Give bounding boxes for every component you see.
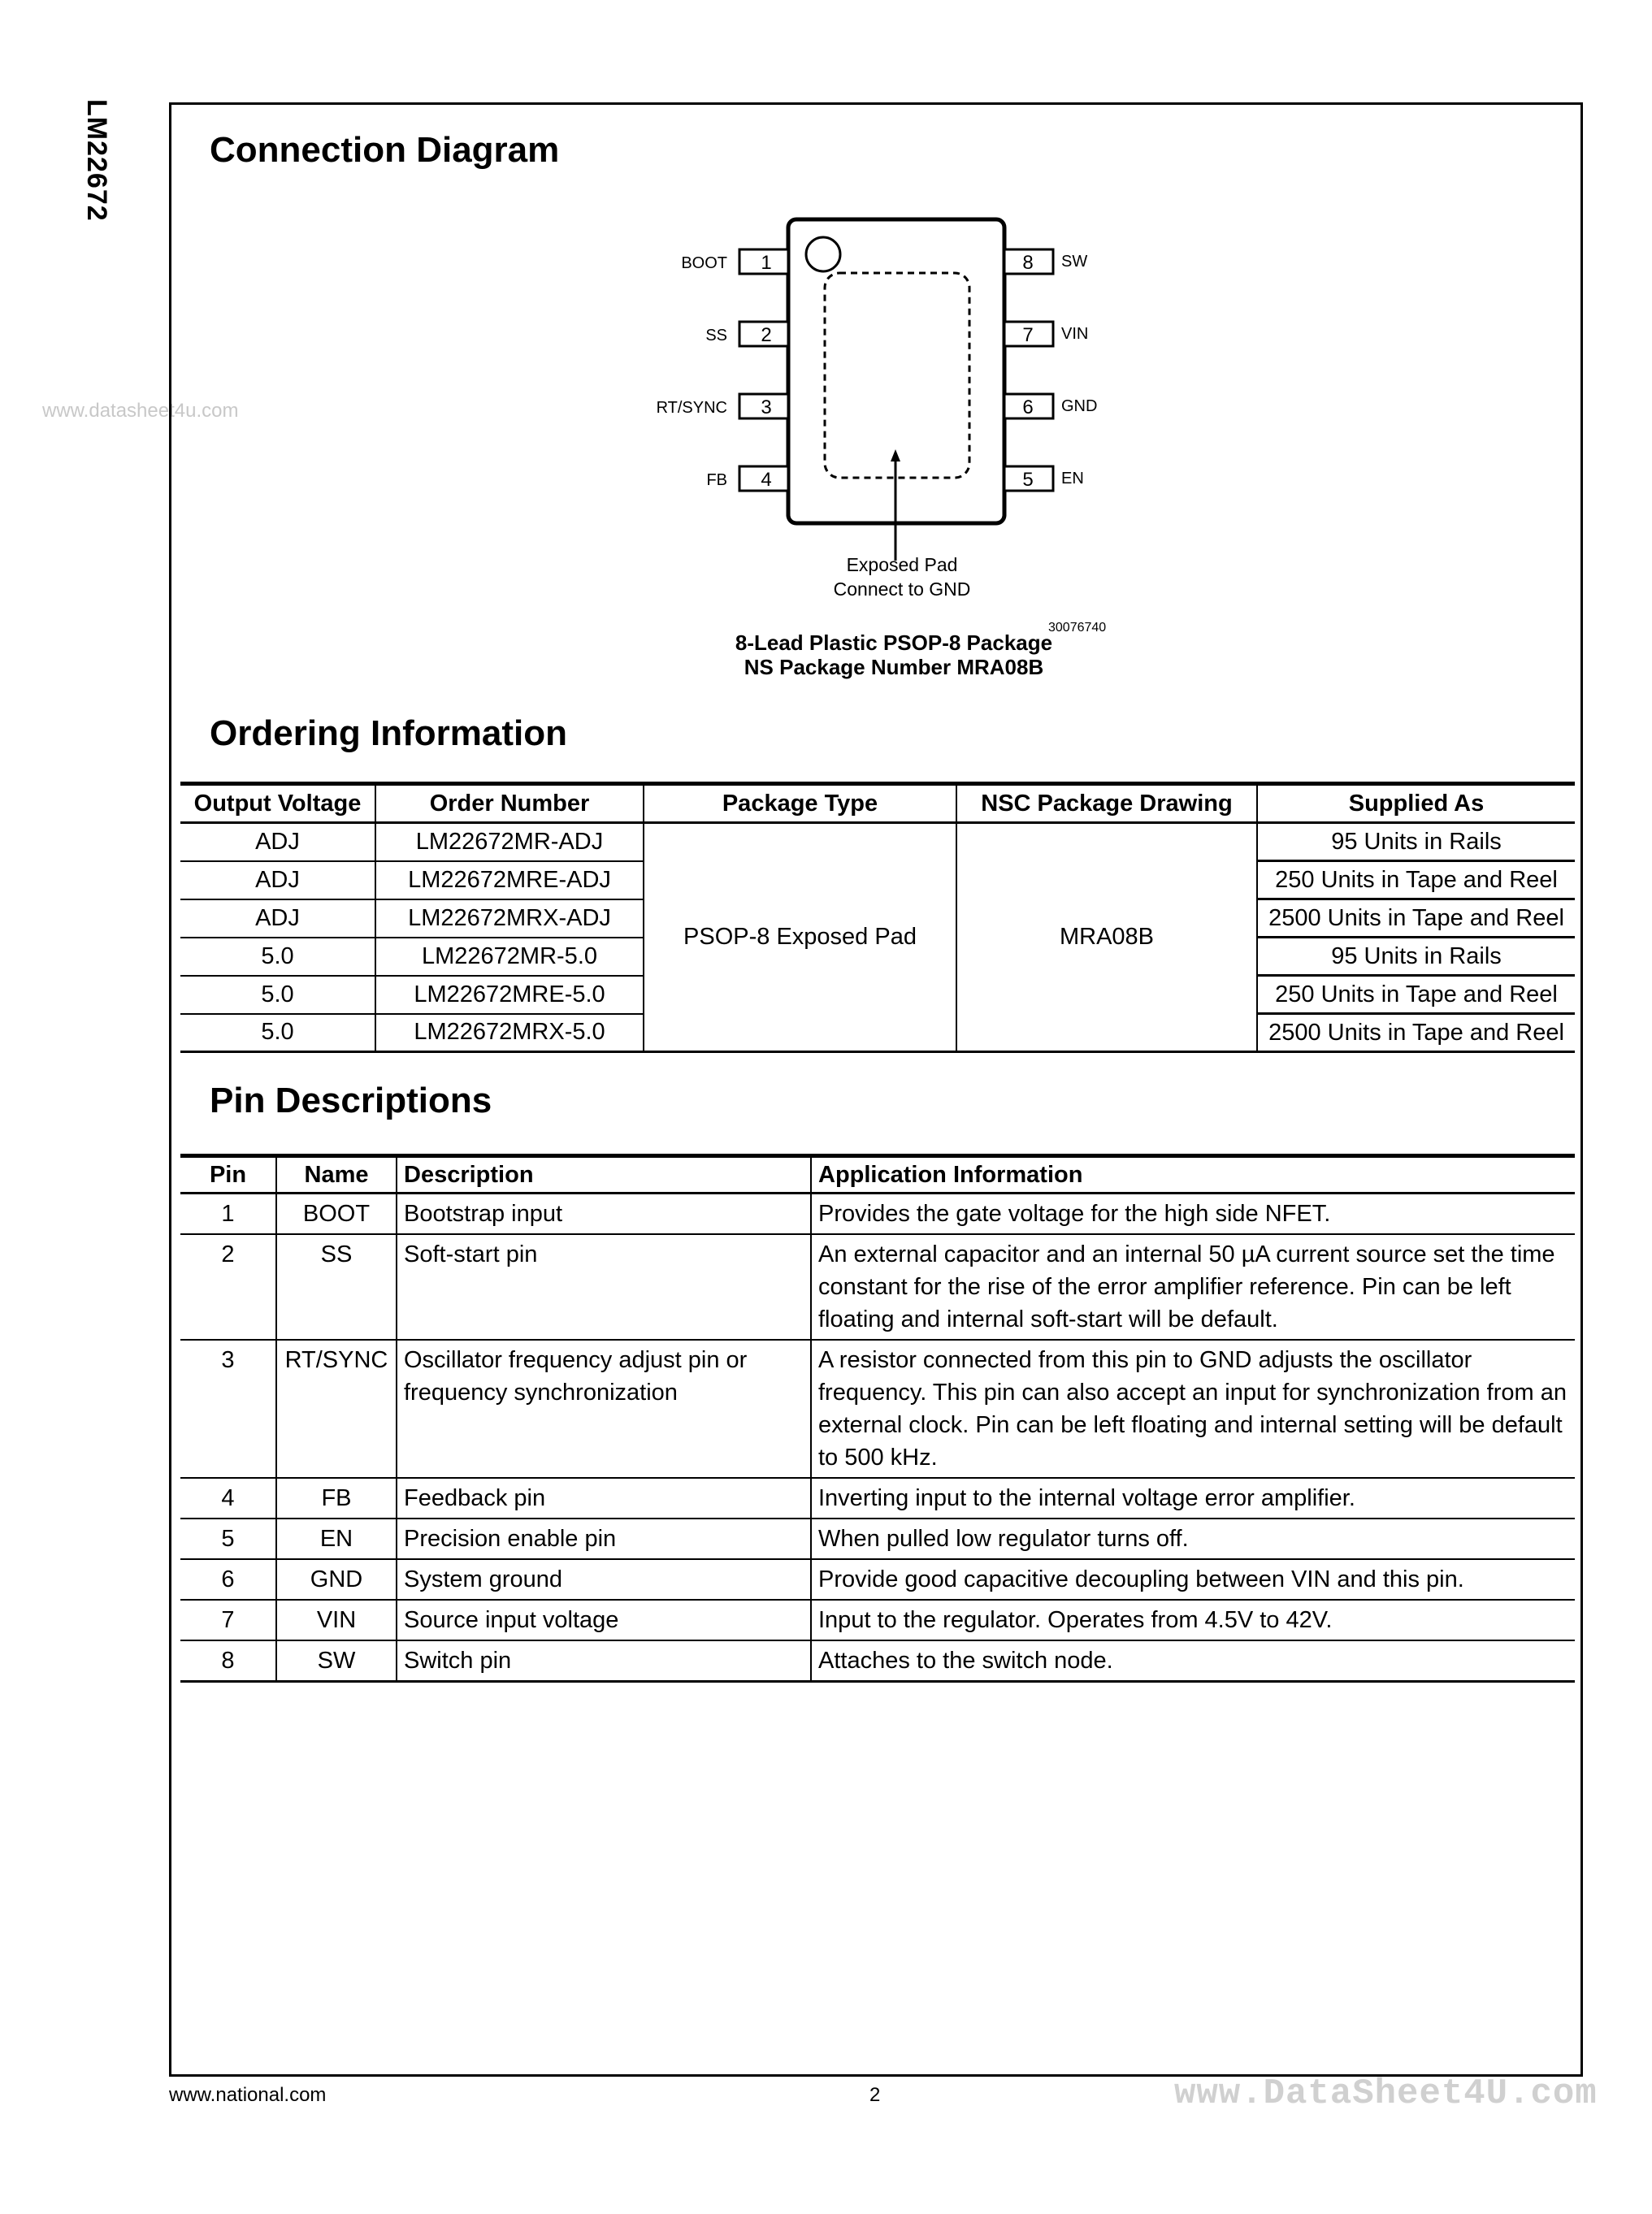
pin-description: Switch pin xyxy=(397,1640,811,1682)
side-part-number: LM22672 xyxy=(81,99,112,222)
pin-name-vin: VIN xyxy=(1061,325,1089,343)
pin-number: 4 xyxy=(180,1478,276,1519)
package-caption-1: 8-Lead Plastic PSOP-8 Package xyxy=(735,630,1053,655)
order-number: LM22672MRE-5.0 xyxy=(375,976,644,1014)
pin-num-8: 8 xyxy=(1022,252,1034,274)
pin-header-row xyxy=(180,1156,1575,1194)
pin-num-5: 5 xyxy=(1022,469,1034,491)
pad-label-2: Connect to GND xyxy=(833,578,971,600)
pin-description: Source input voltage xyxy=(397,1600,811,1640)
order-number: LM22672MRX-ADJ xyxy=(375,899,644,938)
table-row xyxy=(180,1640,1575,1682)
connection-diagram xyxy=(0,0,1652,731)
pin-application: Provides the gate voltage for the high side NFET. xyxy=(811,1194,1575,1235)
output-voltage: ADJ xyxy=(180,899,375,938)
pin-number: 5 xyxy=(180,1519,276,1559)
table-row xyxy=(180,1559,1575,1600)
output-voltage: 5.0 xyxy=(180,1014,375,1052)
pin-description: Oscillator frequency adjust pin or frequency synchronization xyxy=(397,1340,811,1478)
ordering-header-row xyxy=(180,784,1575,823)
pin-number: 7 xyxy=(180,1600,276,1640)
pin-descriptions-table xyxy=(180,1154,1575,1683)
pin-name-sw: SW xyxy=(1061,253,1088,271)
supplied-as: 95 Units in Rails xyxy=(1257,823,1575,861)
footer-watermark: www.DataSheet4U.com xyxy=(1174,2073,1598,2114)
order-number: LM22672MR-5.0 xyxy=(375,938,644,976)
order-number: LM22672MRX-5.0 xyxy=(375,1014,644,1052)
pin-number: 6 xyxy=(180,1559,276,1600)
pin-description: Bootstrap input xyxy=(397,1194,811,1235)
supplied-as: 2500 Units in Tape and Reel xyxy=(1257,899,1575,938)
supplied-as: 95 Units in Rails xyxy=(1257,938,1575,976)
table-row xyxy=(180,1194,1575,1235)
table-row xyxy=(180,1600,1575,1640)
page-number: 2 xyxy=(869,2084,881,2106)
pin-num-7: 7 xyxy=(1022,324,1034,346)
pin-num-4: 4 xyxy=(761,469,772,491)
supplied-as: 2500 Units in Tape and Reel xyxy=(1257,1014,1575,1052)
pin-number: 8 xyxy=(180,1640,276,1682)
pin-name: SW xyxy=(276,1640,397,1682)
supplied-as: 250 Units in Tape and Reel xyxy=(1257,861,1575,899)
pin-description: Soft-start pin xyxy=(397,1234,811,1340)
pin-num-2: 2 xyxy=(761,324,772,346)
package-caption-2: NS Package Number MRA08B xyxy=(744,655,1044,679)
pin-application: Inverting input to the internal voltage error amplifier. xyxy=(811,1478,1575,1519)
pin-number: 3 xyxy=(180,1340,276,1478)
table-row xyxy=(180,1478,1575,1519)
pin-name: VIN xyxy=(276,1600,397,1640)
pin-name-ss: SS xyxy=(705,327,727,344)
pin-name: FB xyxy=(276,1478,397,1519)
header-output-voltage: Output Voltage xyxy=(180,784,375,823)
pin-application: When pulled low regulator turns off. xyxy=(811,1519,1575,1559)
table-row xyxy=(180,1519,1575,1559)
header-order-number: Order Number xyxy=(375,784,644,823)
drawing-number: 30076740 xyxy=(1048,621,1107,635)
table-row xyxy=(180,1234,1575,1340)
header-nsc-drawing: NSC Package Drawing xyxy=(956,784,1257,823)
output-voltage: 5.0 xyxy=(180,938,375,976)
order-number: LM22672MR-ADJ xyxy=(375,823,644,861)
ordering-table xyxy=(180,782,1575,1053)
order-number: LM22672MRE-ADJ xyxy=(375,861,644,899)
output-voltage: ADJ xyxy=(180,823,375,861)
pin-description: Feedback pin xyxy=(397,1478,811,1519)
pin-name-en: EN xyxy=(1061,470,1084,487)
pin-name: BOOT xyxy=(276,1194,397,1235)
connection-diagram-title: Connection Diagram xyxy=(210,130,560,170)
package-type: PSOP-8 Exposed Pad xyxy=(644,823,956,1052)
watermark-left: www.datasheet4u.com xyxy=(42,400,239,422)
package-drawing: MRA08B xyxy=(956,823,1257,1052)
pin-name-boot: BOOT xyxy=(681,254,727,272)
header-supplied-as: Supplied As xyxy=(1257,784,1575,823)
pin-description: Precision enable pin xyxy=(397,1519,811,1559)
pin-num-3: 3 xyxy=(761,396,772,418)
pin-name: SS xyxy=(276,1234,397,1340)
pin-name-gnd: GND xyxy=(1061,397,1098,415)
table-row xyxy=(180,823,1575,861)
header-pin: Pin xyxy=(180,1156,276,1194)
ordering-info-title: Ordering Information xyxy=(210,713,567,753)
header-application-info: Application Information xyxy=(811,1156,1575,1194)
footer-url-link[interactable]: www.national.com xyxy=(169,2084,327,2106)
header-name: Name xyxy=(276,1156,397,1194)
pin-num-1: 1 xyxy=(761,252,772,274)
pin-name-fb: FB xyxy=(706,471,727,489)
pin-number: 1 xyxy=(180,1194,276,1235)
header-description: Description xyxy=(397,1156,811,1194)
header-package-type: Package Type xyxy=(644,784,956,823)
pin-application: Input to the regulator. Operates from 4.5V to 42V. xyxy=(811,1600,1575,1640)
pin-application: Attaches to the switch node. xyxy=(811,1640,1575,1682)
output-voltage: ADJ xyxy=(180,861,375,899)
pin-application: Provide good capacitive decoupling between VIN and this pin. xyxy=(811,1559,1575,1600)
pin-name: RT/SYNC xyxy=(276,1340,397,1478)
pin-name: GND xyxy=(276,1559,397,1600)
pin-name: EN xyxy=(276,1519,397,1559)
pin-descriptions-title: Pin Descriptions xyxy=(210,1081,492,1120)
supplied-as: 250 Units in Tape and Reel xyxy=(1257,976,1575,1014)
pin-application: A resistor connected from this pin to GND adjusts the oscillator frequency. This pin can also accept an input for synchronization from an external clock. Pin can be left floating and internal setting will be default to 500 kHz. xyxy=(811,1340,1575,1478)
output-voltage: 5.0 xyxy=(180,976,375,1014)
pad-label-1: Exposed Pad xyxy=(846,554,958,575)
table-row xyxy=(180,1340,1575,1478)
pin-name-rtsync: RT/SYNC xyxy=(656,399,727,417)
pin-num-6: 6 xyxy=(1022,396,1034,418)
pin-number: 2 xyxy=(180,1234,276,1340)
pin-description: System ground xyxy=(397,1559,811,1600)
pin-application: An external capacitor and an internal 50 µA current source set the time constant for the rise of the error amplifier reference. Pin can be left floating and internal soft-start will be default. xyxy=(811,1234,1575,1340)
